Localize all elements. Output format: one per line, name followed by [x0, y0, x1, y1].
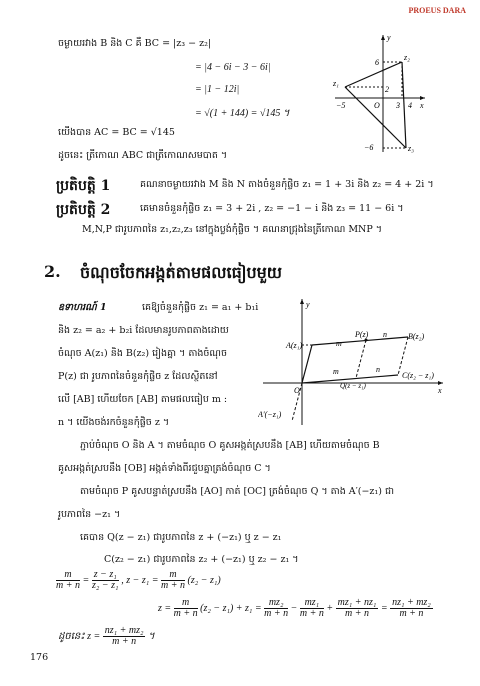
fig1-origin: O — [374, 101, 380, 110]
derivation-line-2: C(z₂ − z₁) ជារូបភាពនៃ z₂ + (−z₁) ឬ z₂ − z₁ ។ — [104, 554, 299, 565]
example-line-3: ចំណុច A(z₁) និង B(z₂) រៀងគ្នា ។ តាងចំណុច — [58, 348, 228, 359]
fig1-z1: z₁ — [333, 79, 339, 88]
example-line-6: n ។ យើងចង់រកចំនួនកុំផ្លិច z ។ — [58, 417, 170, 428]
fig2-m-top: m — [336, 339, 342, 348]
fig1-two: 2 — [385, 85, 389, 94]
bc-eq2: = |1 − 12i| — [195, 84, 240, 95]
fig2-n-top: n — [383, 330, 387, 339]
para-line-2: គូសអង្កត់ស្របនឹង [OB] អង្កត់ទាំងពីរជួបគ្នាត្រង់ចំណុច C ។ — [58, 463, 271, 474]
para-line-3: តាមចំណុច P គូសបន្ទាត់ស្របនឹង [AO] កាត់ [OC] ត្រង់ចំណុច Q ។ តាង A′(−z₁) ជា — [80, 486, 395, 497]
fig2-O: O — [294, 386, 300, 395]
fig2-x: x — [438, 386, 442, 395]
header-brand: PROEUS DARA — [408, 6, 466, 15]
conclusion-line: ដូចនេះ ត្រីកោណ ABC ជាត្រីកោណសមបាត ។ — [58, 150, 228, 161]
fig1-z3: z₃ — [408, 144, 414, 153]
section-number: 2. — [44, 262, 61, 281]
exercise-1-text: គណនាចម្ងាយរវាង M និង N តាងចំនួនកុំផ្លិច z₁ = 1 + 3i និង z₂ = 4 + 2i ។ — [140, 179, 434, 190]
exercise-2-label: ប្រតិបត្តិ 2 — [56, 202, 111, 218]
triangle-figure — [330, 30, 430, 155]
fig1-minus5: −5 — [336, 101, 346, 110]
fig2-P: P(z) — [355, 330, 369, 339]
example-line-1: គេឱ្យចំនួនកុំផ្លិច z₁ = a₁ + b₁i — [142, 302, 259, 313]
section-title: ចំណុចចែកអង្កត់តាមផលធៀបមួយ — [80, 263, 283, 282]
example-label: ឧទាហរណ៍ 1 — [58, 302, 107, 313]
fig1-x: x — [420, 101, 424, 110]
bc-eq1: = |4 − 6i − 3 − 6i| — [195, 62, 271, 73]
fig1-minus6: −6 — [364, 143, 374, 152]
example-line-4: P(z) ជា រូបភាពនៃចំនួនកុំផ្លិច z ដែលស្ថិតនៅ — [58, 371, 218, 382]
fig1-four: 4 — [408, 101, 412, 110]
exercise-1-label: ប្រតិបត្តិ 1 — [56, 178, 111, 194]
derivation-line-1: គេបាន Q(z − z₁) ជារូបភាពនៃ z + (−z₁) ឬ z − z₁ — [80, 532, 282, 543]
page-number: 176 — [30, 652, 49, 663]
derivation-expand: z = $\frac{m}{m + n}$ (z₂ − z₁) + z₁ = $\frac{\text{mz₂}}{m + n}$ − $\frac{\text{mz₁}}{m + n}$ + $\frac{\text{mz₁ + nz₁}}{m + n}$ = $\frac{\text{nz₁ + mz₂}}{m + n}$ — [158, 597, 431, 619]
derivation-ratio: $\frac{m}{m + n}$ = $\frac{\text{z − z₁}}{\text{z₂ − z₁}}$ , z − z₁ = $\frac{m}{m + n}$ (z₂ − z₁) — [56, 569, 221, 591]
exercise-2-continued: M,N,P ជារូបភាពនៃ z₁,z₂,z₃ នៅក្នុងប្លង់កុំផ្លិច ។ គណនាជ្រុងនៃត្រីកោណ MNP ។ — [82, 224, 383, 235]
bc-eq3: = √(1 + 144) = √145 ។ — [195, 108, 290, 119]
derivation-final: ដូចនេះ z = $\frac{\text{nz₁ + mz₂}}{m + n}$ ។ — [58, 625, 155, 647]
fig2-m-bottom: m — [333, 367, 339, 376]
fig2-y: y — [306, 300, 310, 309]
example-line-5: លើ [AB] ហើយចែក [AB] តាមផលធៀប m : — [58, 394, 228, 405]
fig1-z2: z₂ — [404, 53, 410, 62]
ac-line: យើងបាន AC = BC = √145 — [58, 127, 175, 138]
fig2-A: A(z₁) — [286, 341, 303, 350]
fig1-three: 3 — [396, 101, 400, 110]
example-line-2: និង z₂ = a₂ + b₂i ដែលមានរូបភាពតាងដោយ — [58, 325, 229, 336]
exercise-2-text: គេមានចំនួនកុំផ្លិច z₁ = 3 + 2i , z₂ = −1 − i និង z₃ = 11 − 6i ។ — [140, 203, 404, 214]
para-line-4: រូបភាពនៃ −z₁ ។ — [58, 509, 121, 520]
fig2-Aprime: A′(−z₁) — [258, 410, 282, 419]
fig2-B: B(z₂) — [408, 332, 425, 341]
fig1-y: y — [387, 33, 391, 42]
bc-intro: ចម្ងាយរវាង B និង C គឺ BC = |z₃ − z₂| — [58, 38, 212, 49]
fig1-six: 6 — [375, 58, 379, 67]
division-figure — [258, 295, 448, 430]
fig2-C: C(z₂ − z₁) — [402, 371, 434, 380]
fig2-Q: Q(z − z₁) — [340, 382, 366, 390]
fig2-n-bottom: n — [376, 365, 380, 374]
para-line-1: ភ្ជាប់ចំណុច O និង A ។ តាមចំណុច O គូសអង្កត់ស្របនឹង [AB] ហើយតាមចំណុច B — [80, 440, 380, 451]
